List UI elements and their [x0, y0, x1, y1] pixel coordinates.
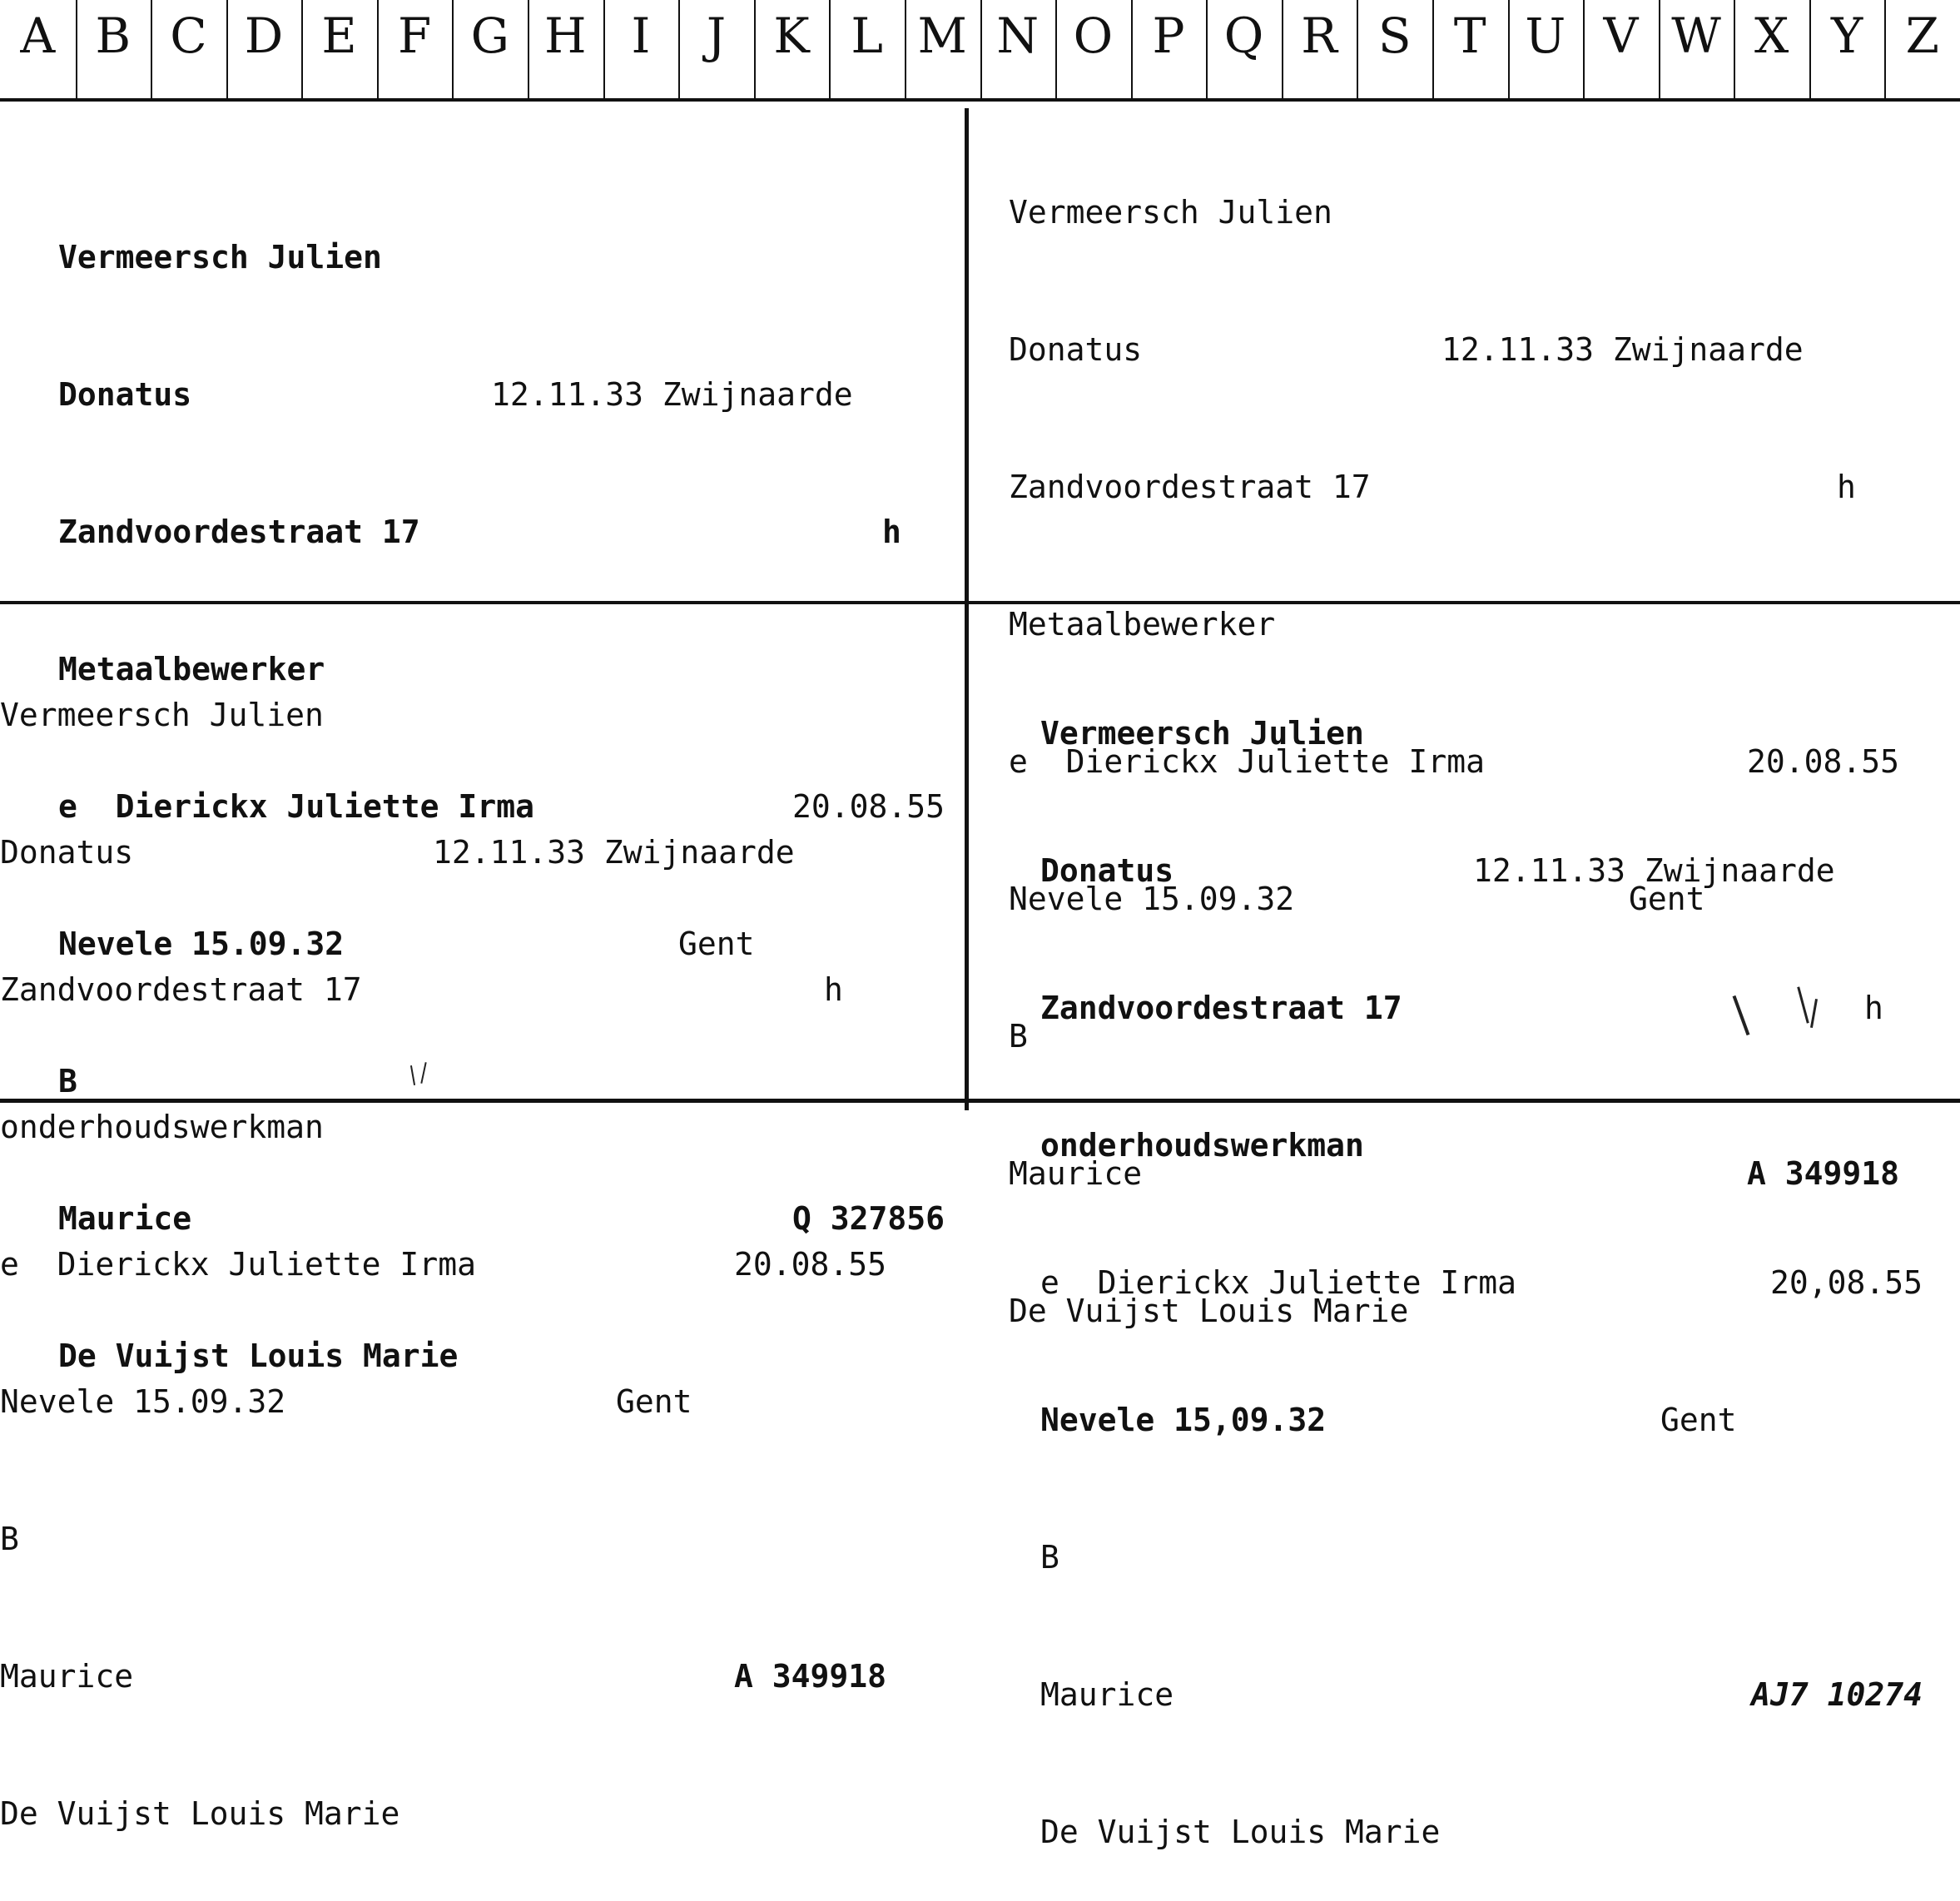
index-letter-z: Z — [1884, 0, 1960, 98]
index-letter-l: L — [829, 0, 905, 98]
card-spouse-birth: Nevele 15.09.32 — [58, 926, 345, 962]
index-letter-m: M — [905, 0, 980, 98]
vertical-divider — [965, 108, 969, 1110]
index-letter-a: A — [20, 7, 56, 64]
card-name-line — [1040, 711, 1923, 757]
card-code: B — [58, 1063, 77, 1099]
index-letter-r: R — [1282, 0, 1357, 98]
card-code-line — [1040, 1535, 1923, 1581]
card-name-line — [0, 692, 886, 738]
card-marriage-place: Gent — [1629, 881, 1705, 917]
index-letter-d: D — [226, 0, 302, 98]
index-letter-u: U — [1508, 0, 1584, 98]
card-birth: 12.11.33 Zwijnaarde — [1441, 331, 1804, 368]
index-letter-b: B — [76, 0, 151, 98]
card-birth: 12.11.33 Zwijnaarde — [433, 834, 795, 871]
index-letter-h: H — [528, 0, 603, 98]
card-birth-line — [0, 830, 886, 876]
card-marriage-date: 20,08.55 — [1769, 1264, 1923, 1301]
card-spouse-birth: Nevele 15.09.32 — [1009, 881, 1295, 917]
index-letter-q: Q — [1206, 0, 1282, 98]
index-letter-p: P — [1131, 0, 1207, 98]
card-birth-line — [58, 372, 945, 418]
record-card-bottom-left — [0, 601, 886, 1883]
card-address-line — [58, 509, 945, 555]
card-spouse-birth: Nevele 15,09.32 — [1040, 1402, 1327, 1438]
card-name: Vermeersch Julien — [0, 697, 324, 733]
card-occupation: Metaalbewerker — [1009, 606, 1276, 643]
card-address: Zandvoordestraat 17 — [1040, 990, 1402, 1026]
card-father-line — [1040, 1672, 1923, 1718]
index-letter-n: N — [980, 0, 1056, 98]
card-mother: De Vuijst Louis Marie — [0, 1795, 400, 1832]
index-letter-t: T — [1432, 0, 1508, 98]
card-spouse-birth-line — [1040, 1397, 1923, 1443]
index-letter-s: S — [1357, 0, 1432, 98]
card-second-name: Donatus — [1009, 331, 1143, 368]
card-marker: h — [824, 971, 843, 1008]
index-letter-j: J — [678, 0, 754, 98]
card-spouse: e Dierickx Juliette Irma — [58, 788, 534, 825]
card-birth-line — [1009, 327, 1899, 373]
card-spouse: e Dierickx Juliette Irma — [1040, 1264, 1516, 1301]
index-letter-g: G — [452, 0, 528, 98]
card-second-name: Donatus — [0, 834, 134, 871]
card-address-line — [1040, 985, 1923, 1031]
card-marriage-date: 20.08.55 — [791, 788, 945, 825]
card-name-line — [58, 235, 945, 280]
card-record-number: A 349918 — [1746, 1155, 1899, 1192]
record-card-bottom-right — [1040, 619, 1923, 1901]
card-spouse-birth: Nevele 15.09.32 — [0, 1383, 286, 1420]
card-marriage-date: 20.08.55 — [1746, 743, 1899, 780]
card-father: Maurice — [1009, 1155, 1143, 1192]
index-letter-e: E — [301, 0, 377, 98]
card-birth: 12.11.33 Zwijnaarde — [1473, 852, 1835, 889]
card-birth-line — [1040, 848, 1923, 894]
card-record-number: Q 327856 — [791, 1200, 945, 1237]
card-marker: h — [1864, 990, 1883, 1026]
card-mother-line — [1040, 1809, 1923, 1855]
card-address: Zandvoordestraat 17 — [58, 514, 420, 550]
card-code: B — [1040, 1539, 1059, 1576]
card-record-number: AJ7 10274 — [1751, 1676, 1923, 1713]
card-marriage-place: Gent — [678, 926, 755, 962]
index-letter-o: O — [1055, 0, 1131, 98]
card-address-line — [0, 967, 886, 1013]
card-address: Zandvoordestraat 17 — [1009, 469, 1371, 505]
card-mother: De Vuijst Louis Marie — [58, 1338, 459, 1374]
card-birth: 12.11.33 Zwijnaarde — [491, 376, 853, 413]
card-name: Vermeersch Julien — [1009, 194, 1332, 231]
card-occupation: Metaalbewerker — [58, 651, 325, 687]
card-father: Maurice — [0, 1658, 134, 1695]
card-record-number: A 349918 — [733, 1658, 886, 1695]
index-letter-c: C — [151, 0, 226, 98]
card-father: Maurice — [1040, 1676, 1174, 1713]
index-letter-v: V — [1583, 0, 1659, 98]
card-occupation: onderhoudswerkman — [1040, 1127, 1364, 1164]
card-spouse: e Dierickx Juliette Irma — [1009, 743, 1485, 780]
card-occupation-line — [0, 1104, 886, 1150]
card-address: Zandvoordestraat 17 — [0, 971, 362, 1008]
card-mother-line — [0, 1791, 886, 1837]
card-marriage-place: Gent — [616, 1383, 692, 1420]
card-occupation: onderhoudswerkman — [0, 1109, 324, 1145]
card-occupation-line — [1040, 1123, 1923, 1169]
index-letter-k: K — [754, 0, 830, 98]
card-code-line — [0, 1516, 886, 1562]
card-address-line — [1009, 464, 1899, 510]
index-letter-f: F — [377, 0, 453, 98]
card-father-line — [0, 1654, 886, 1700]
card-name: Vermeersch Julien — [1040, 715, 1364, 752]
card-spouse-line — [1040, 1260, 1923, 1306]
card-spouse: e Dierickx Juliette Irma — [0, 1246, 476, 1283]
index-letter-w: W — [1659, 0, 1734, 98]
card-second-name: Donatus — [58, 376, 192, 413]
card-spouse-line — [0, 1242, 886, 1288]
card-mother: De Vuijst Louis Marie — [1009, 1293, 1409, 1329]
card-marriage-date: 20.08.55 — [733, 1246, 886, 1283]
index-letter-x: X — [1734, 0, 1809, 98]
card-spouse-birth-line — [0, 1379, 886, 1425]
card-code: B — [1009, 1018, 1028, 1055]
card-marker: h — [882, 514, 901, 550]
card-marriage-place: Gent — [1660, 1402, 1737, 1438]
card-code: B — [0, 1521, 19, 1557]
index-letter-i: I — [603, 0, 679, 98]
card-mother: De Vuijst Louis Marie — [1040, 1814, 1441, 1850]
card-father: Maurice — [58, 1200, 192, 1237]
card-name: Vermeersch Julien — [58, 239, 382, 275]
alphabet-index-header — [0, 0, 1960, 102]
index-letter-y: Y — [1809, 0, 1885, 98]
card-second-name: Donatus — [1040, 852, 1174, 889]
card-name-line — [1009, 190, 1899, 236]
card-marker: h — [1837, 469, 1856, 505]
